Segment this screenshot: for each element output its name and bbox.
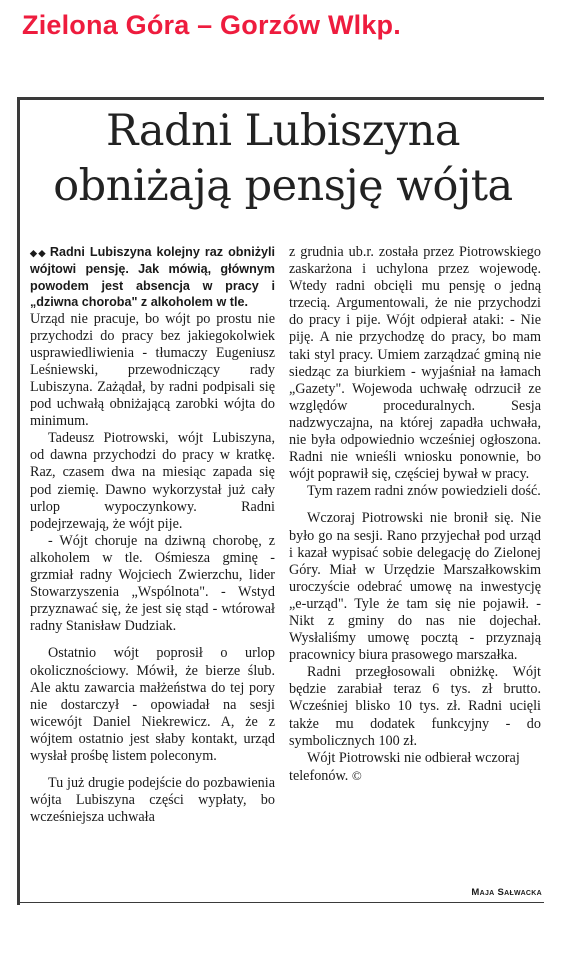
body-paragraph: Wczoraj Piotrowski nie bronił się. Nie było go na sesji. Rano przyjechał pod urząd i kazał wypisać sobie delegację do Zielonej Góry. Miał w Urzędzie Marszałkowskim uroczyście odebrać umowę na inwestycję „e-urząd". Tyle że tam się nie pojawił. - Nikt z gminy do nas nie dojechał. Wysłaliśmy umowę pocztą - przyznają pracownicy biura prasowego marszałka.: [289, 510, 541, 664]
body-paragraph: - Wójt choruje na dziwną chorobę, z alkoholem w tle. Ośmiesza gminę - grzmiał radny Wojciech Zwierzchu, lider Stowarzyszenia „Wspólnota". - Wstyd przyznawać się, że jest się stąd - wtórował radny Stanisław Dudziak.: [30, 532, 275, 635]
headline: [28, 104, 538, 214]
paragraph-gap: [30, 635, 275, 645]
frame-top-rule: [17, 97, 544, 100]
body-paragraph: Radni przegłosowali obniżkę. Wójt będzie zarabiał teraz 6 tys. zł brutto. Wcześniej blisko 10 tys. zł. Radni ucięli także mu dodatek funkcyjny - do symbolicznych 100 zł.: [289, 664, 541, 749]
author-byline: Maja Sałwacka: [471, 887, 542, 898]
closing-text: Wójt Piotrowski nie odbierał wczoraj telefonów.: [289, 749, 520, 784]
lead-paragraph: [30, 244, 275, 311]
body-paragraph: Tadeusz Piotrowski, wójt Lubiszyna, od dawna przychodzi do pracy w kratkę. Raz, czasem dwa na miesiąc zapada się pod ziemię. Dawno wykorzystał już cały urlop wypoczynkowy. Radni podejrzewają, że wójt pije.: [30, 430, 275, 532]
headline-line-1: Radni Lubiszyna: [105, 106, 460, 156]
body-paragraph: Tu już drugie podejście do pozbawienia wójta Lubiszyna części wypłaty, bo wcześniejsza uchwała: [30, 775, 275, 826]
paragraph-gap: [289, 500, 541, 510]
body-paragraph: Tym razem radni znów powiedzieli dość.: [307, 483, 541, 500]
article-column-left: [30, 244, 275, 826]
closing-paragraph: [289, 750, 541, 785]
diamond-marker-icon: ◆◆: [30, 248, 47, 258]
frame-left-rule: [17, 97, 20, 905]
body-paragraph: z grudnia ub.r. została przez Piotrowskiego zaskarżona i uchylona przez wojewodę. Wtedy radni obcięli mu pensję o jedną trzecią. Argumentowali, że nie przychodzi do pracy i pije. Wójt odpierał ataki: - Nie piję. A nie przychodzę do pracy, bo mam taki styl pracy. Umiem zarządzać gminą nie siedząc za biurkiem - wyjaśniał na łamach „Gazety". Wojewoda uchwałę odrzucił ze względów proceduralnych. Sesja nadzwyczajna, na której zapadła uchwała, nie była odpowiednio wcześniej ogłoszona. Radni nie wnieśli wniosku ponownie, bo wójt poprawił się, częściej bywał w pracy.: [289, 244, 541, 483]
end-mark-icon: ©: [351, 767, 362, 783]
article-column-right: [289, 244, 541, 785]
headline-line-2: obniżają pensję wójta: [53, 161, 513, 211]
body-paragraph: Urząd nie pracuje, bo wójt po prostu nie przychodzi do pracy bez jakiegokolwiek usprawiedliwienia - tłumaczy Eugeniusz Leśniewski, przewodniczący rady Lubiszyna. Zażądał, by radni podpisali się pod uchwałą obniżającą zarobki wójta do minimum.: [30, 310, 275, 430]
lead-text: Radni Lubiszyna kolejny raz obniżyli wójtowi pensję. Jak mówią, głównym powodem jest absencja w pracy i „dziwna choroba" z alkoholem w tle.: [30, 245, 275, 310]
frame-bottom-rule: [17, 902, 544, 903]
paragraph-gap: [30, 765, 275, 775]
body-paragraph: Ostatnio wójt poprosił o urlop okolicznościowy. Mówił, że bierze ślub. Ale aktu zawarcia małżeństwa do tej pory nie dostarczył - opowiadał na sesji wicewójt Daniel Niekrewicz. A, że z wójtem ostatnio jest słaby kontakt, urząd wysłał prośbę listem poleconym.: [30, 645, 275, 764]
section-title: Zielona Góra – Gorzów Wlkp.: [22, 10, 401, 40]
